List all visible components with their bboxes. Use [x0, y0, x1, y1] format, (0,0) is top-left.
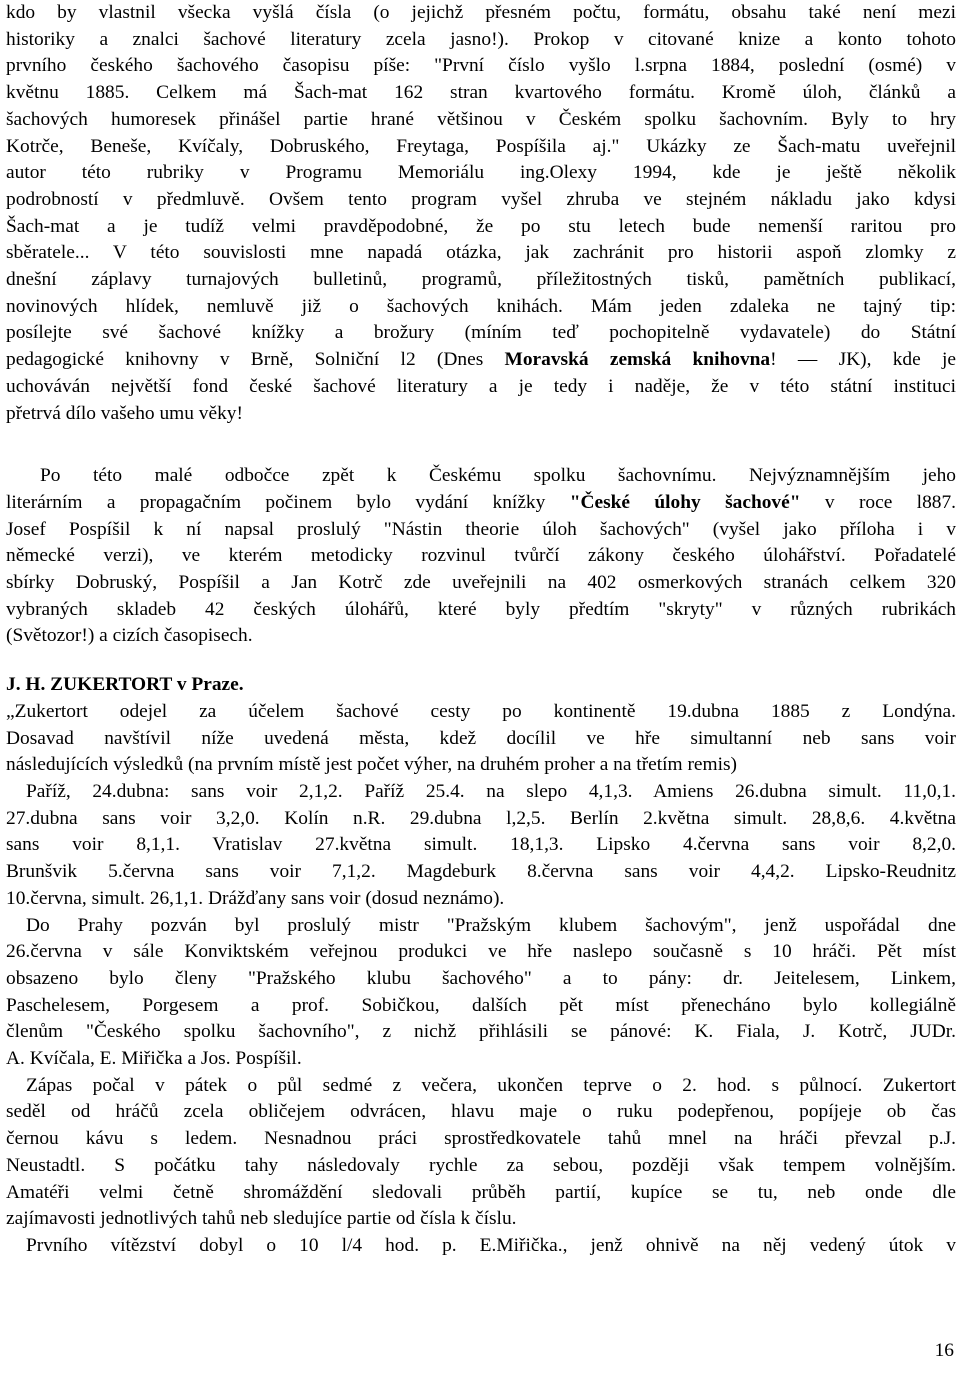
spacer: [6, 427, 956, 463]
text-line: Zápas počal v pátek o půl sedmé z večera, ukončen teprve o 2. hod. s půlnocí. Zukertort: [26, 1074, 956, 1096]
text-fragment: ! — JK), kde je: [770, 349, 956, 371]
paragraph-first-victory: [6, 1233, 956, 1260]
text-line: „Zukertort odejel za účelem šachové cesty po kontinentě 19.dubna 1885 z Londýna.: [6, 700, 956, 722]
library-name-bold: Moravská zemská knihovna: [504, 349, 771, 371]
text-line: prvního českého šachového časopisu píše: "První číslo vyšlo l.srpna 1884, poslední (osmé) v: [6, 55, 956, 77]
text-line: posílejte své šachové knížky a brožury (míním teď pochopitelně vydavatele) do Státní: [6, 322, 956, 344]
paragraph-match: [6, 1073, 956, 1233]
text-line: (Světozor!) a cizích časopisech.: [6, 625, 253, 647]
paragraph-sach-mat: [6, 0, 956, 427]
text-line: květnu 1885. Celkem má Šach-mat 162 stran kvartového formátu. Kromě úloh, článků a: [6, 82, 956, 104]
text-line: přetrvá dílo vašeho umu věky!: [6, 402, 243, 424]
paragraph-ceske-ulohy: [6, 463, 956, 650]
text-line: novinových hlídek, nemluvě již o šachových knihách. Mám jeden zdaleka ne tajný tip:: [6, 295, 956, 317]
text-line: A. Kvíčala, E. Miřička a Jos. Pospíšil.: [6, 1048, 302, 1070]
text-line-with-bold: [6, 347, 956, 374]
text-line: 27.dubna sans voir 3,2,0. Kolín n.R. 29.dubna l,2,5. Berlín 2.května simult. 28,8,6. 4.května: [6, 807, 956, 829]
text-line: německé verzi), ve kterém metodicky rozvinul tvůrčí zákony českého úlohářství. Pořadatelé: [6, 545, 956, 567]
section-heading: J. H. ZUKERTORT v Praze.: [6, 674, 244, 696]
text-line: sbírky Dobruský, Pospíšil a Jan Kotrč zde uveřejnili na 402 osmerkových stranách celkem 320: [6, 572, 956, 594]
text-line: sans voir 8,1,1. Vratislav 27.května simult. 18,1,3. Lipsko 4.června sans voir 8,2,0.: [6, 834, 956, 856]
text-line-with-bold: [6, 490, 956, 517]
paragraph-results: [6, 779, 956, 913]
text-line: černou kávu s ledem. Nesnadnou práci sprostředkovatele tahů mnel na hráči převzal p.J.: [6, 1128, 956, 1150]
text-line: šachových humoresek přinášel partie hrané většinou v Českém spolku šachovním. Byly to hry: [6, 108, 956, 130]
spacer: [6, 650, 956, 672]
text-line: Do Prahy pozván byl proslulý mistr "Pražským klubem šachovým", jenž uspořádal dne: [26, 914, 956, 936]
text-line: členům "Českého spolku šachovního", z nichž přihlásili se pánové: K. Fiala, J. Kotrč, JUDr.: [6, 1021, 956, 1043]
paragraph-prague-invitation: [6, 913, 956, 1073]
text-line: kdo by vlastnil všecka vyšlá čísla (o jejichž přesném počtu, formátu, obsahu také není mezi: [6, 2, 956, 23]
text-line: seděl od hráčů zcela obličejem odvrácen, hlavu maje o ruku podepřenou, popíjeje ob čas: [6, 1101, 956, 1123]
text-line: Paschelesem, Porgesem a prof. Sobičkou, dalších pět míst přenecháno bylo kollegiálně: [6, 994, 956, 1016]
text-line: sběratele... V této souvislosti mne napadá otázka, jak zachránit pro historii aspoň zlomky z: [6, 242, 956, 264]
text-line: Brunšvik 5.června sans voir 7,1,2. Magdeburk 8.června sans voir 4,4,2. Lipsko-Reudnitz: [6, 861, 956, 883]
page-number: 16: [934, 1340, 954, 1361]
text-fragment: literárním a propagačním počinem bylo vydání knížky: [6, 491, 570, 513]
text-line: 26.června v sále Konviktském veřejnou produkci ve hře naslepo současně s 10 hráči. Pět míst: [6, 941, 956, 963]
paragraph-zukertort-intro: [6, 699, 956, 779]
text-line: dnešní záplavy turnajových bulletinů, programů, příležitostných tisků, pamětních publikací,: [6, 269, 956, 291]
text-line: historiky a znalci šachové literatury zcela jasno!). Prokop v citované knize a konto tohoto: [6, 28, 956, 50]
text-line: Amatéři velmi četně shromáždění sledovali průběh partií, kupíce se tu, neb onde dle: [6, 1181, 956, 1203]
text-line: Paříž, 24.dubna: sans voir 2,1,2. Paříž 25.4. na slepo 4,1,3. Amiens 26.dubna simult. 11,0,1.: [26, 780, 956, 802]
text-line: autor této rubriky v Programu Memoriálu ing.Olexy 1994, kde je ještě několik: [6, 162, 956, 184]
text-line: následujících výsledků (na prvním místě jest počet výher, na druhém proher a na třetím remis): [6, 754, 738, 776]
text-line: Prvního vítězství dobyl o 10 l/4 hod. p. E.Miřička., jenž ohnivě na něj vedený útok v: [26, 1234, 956, 1256]
text-line: Kotrče, Beneše, Kvíčaly, Dobruského, Freytaga, Pospíšila aj." Ukázky ze Šach-matu uveřejnil: [6, 135, 956, 157]
text-line: 10.června, simult. 26,1,1. Drážďany sans voir (dosud neznámo).: [6, 887, 505, 909]
text-fragment: pedagogické knihovny v Brně, Solniční l2 (Dnes: [6, 349, 505, 371]
text-line: Po této malé odbočce zpět k Českému spolku šachovnímu. Nejvýznamnějším jeho: [40, 465, 956, 487]
text-line: obsazeno bylo členy "Pražského klubu šachového" a to pány: dr. Jeitelesem, Linkem,: [6, 967, 956, 989]
text-fragment: v roce l887.: [800, 491, 956, 513]
text-line: podrobností v předmluvě. Ovšem tento program vyšel zhruba ve stejném nákladu jako kdysi: [6, 188, 956, 210]
text-line: Neustadtl. S počátku tahy následovaly rychle za sebou, později však tempem volnějším.: [6, 1154, 956, 1176]
text-line: Josef Pospíšil k ní napsal proslulý "Nástin theorie úloh šachových" (vyšel jako příloha i v: [6, 518, 956, 540]
text-line: uchováván největší fond české šachové literatury a je tedy i naděje, že v této státní instituci: [6, 375, 956, 397]
text-line: zajímavosti jednotlivých tahů neb sledujíce partie od čísla k číslu.: [6, 1208, 517, 1230]
text-line: Šach-mat a je tudíž velmi pravděpodobné, že po stu letech bude nemenší raritou pro: [6, 215, 956, 237]
document-page: [6, 0, 956, 1260]
text-line: Dosavad navštívil níže uvedená města, kdež docílil ve hře simultanní neb sans voir: [6, 727, 956, 749]
text-line: vybraných skladeb 42 českých úlohářů, které byly předtím "skryty" v různých rubrikách: [6, 598, 956, 620]
book-title-bold: "České úlohy šachové": [569, 491, 801, 513]
